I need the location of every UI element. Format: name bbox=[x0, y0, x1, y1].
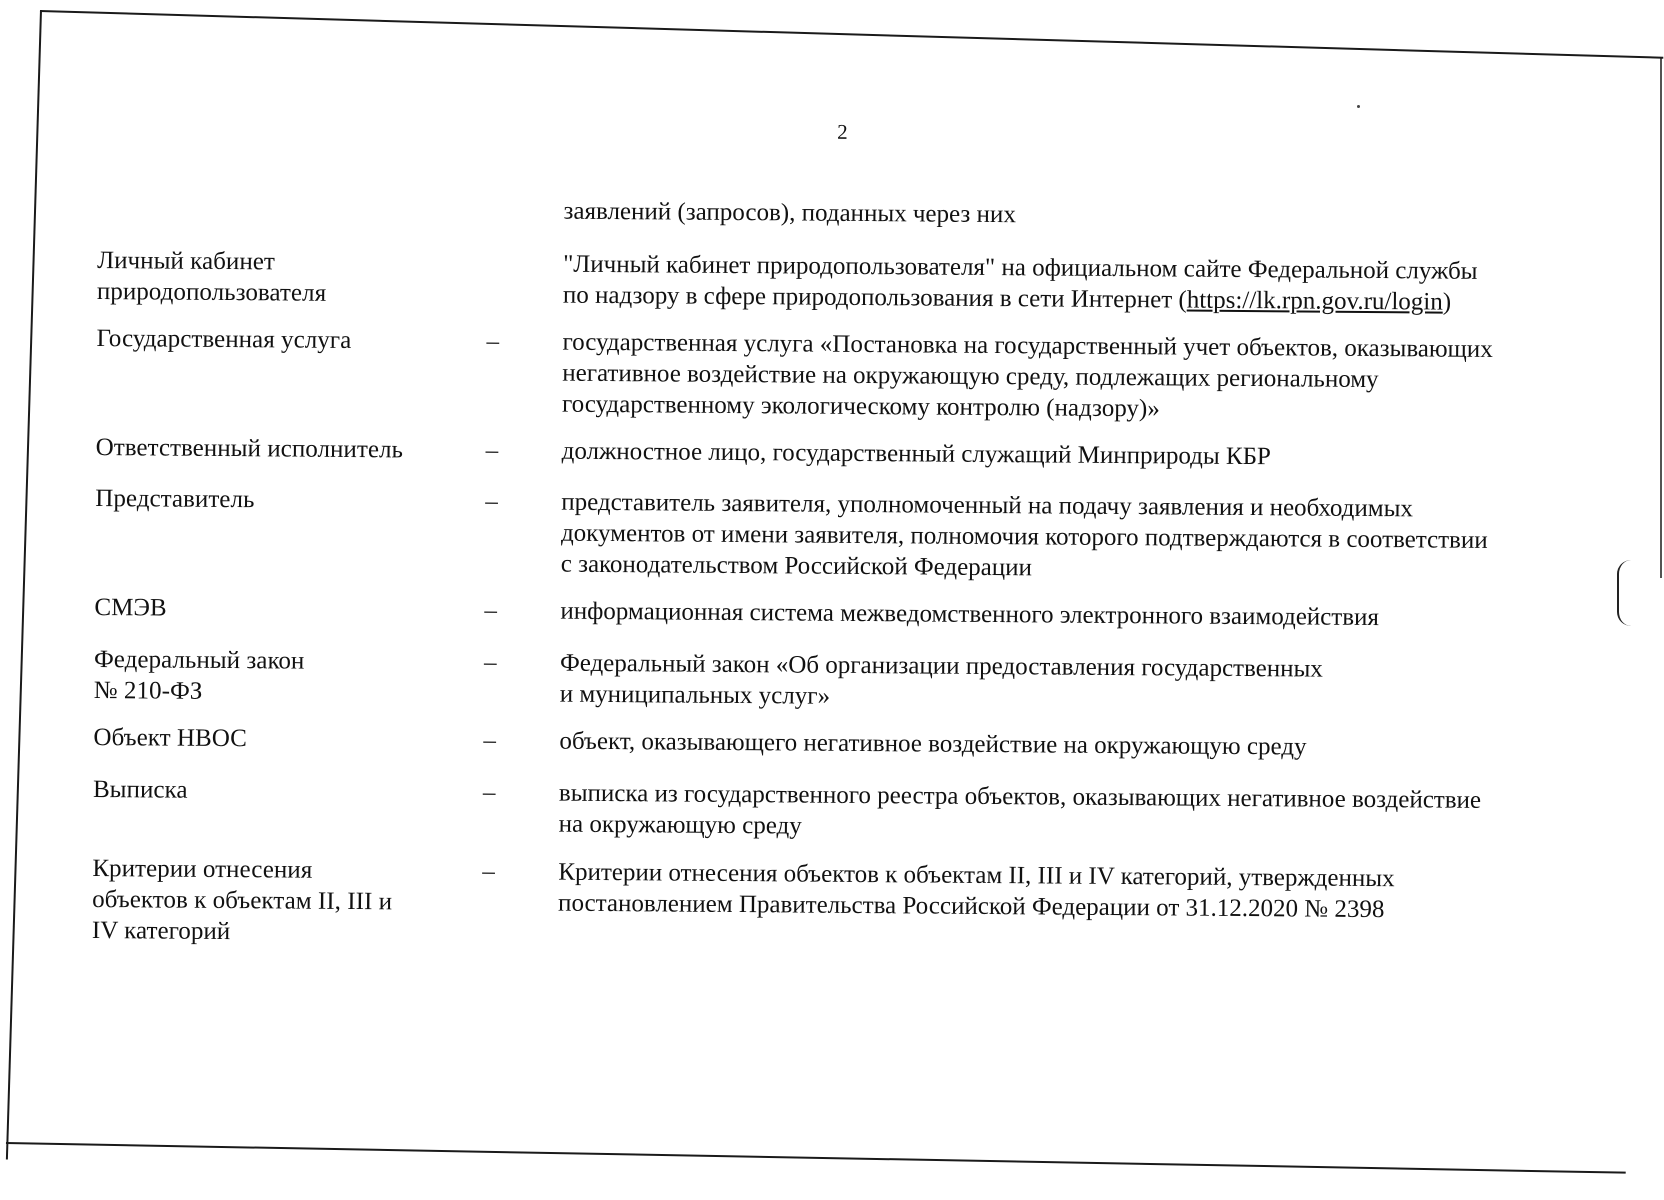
term-row bbox=[96, 245, 1577, 316]
term-row bbox=[91, 853, 1572, 946]
term-line: Критерии отнесения bbox=[92, 854, 313, 884]
definition-line: "Личный кабинет природопользователя" на официальном сайте Федеральной службы bbox=[563, 250, 1478, 285]
definition-line: объект, оказывающего негативное воздействие на окружающую среду bbox=[559, 727, 1307, 761]
definition-line: выписка из государственного реестра объектов, оказывающих негативное воздействие bbox=[558, 779, 1482, 814]
definition-line: по надзору в сфере природопользования в сети Интернет (https://lk.rpn.gov.ru/login) bbox=[562, 281, 1452, 316]
term-row bbox=[94, 592, 1575, 632]
definition bbox=[560, 648, 1580, 718]
definition-line: негативное воздействие на окружающую среду, подлежащих региональному bbox=[562, 359, 1379, 394]
term bbox=[96, 432, 456, 466]
definition bbox=[562, 327, 1583, 428]
page-number: 2 bbox=[837, 119, 848, 144]
definition-line: представитель заявителя, уполномоченный на подачу заявления и необходимых bbox=[561, 488, 1414, 523]
definition-line: с законодательством Российской Федерации bbox=[560, 550, 1033, 582]
term-row bbox=[92, 774, 1573, 840]
term bbox=[93, 722, 453, 756]
definition bbox=[559, 778, 1579, 848]
term-line: Федеральный закон bbox=[93, 645, 305, 675]
definition-line: государственному экологическому контролю (надзору)» bbox=[561, 390, 1160, 423]
dash: – bbox=[482, 779, 496, 807]
term-row bbox=[93, 644, 1574, 710]
definition bbox=[558, 857, 1578, 927]
term-line: объектов к объектам II, III и bbox=[92, 885, 393, 916]
definition bbox=[563, 249, 1583, 319]
dash: – bbox=[486, 328, 500, 356]
term-line: Выписка bbox=[92, 775, 188, 804]
continuation-row bbox=[98, 192, 1578, 229]
term-line: природопользователя bbox=[96, 278, 327, 307]
term-line: Представитель bbox=[95, 484, 255, 514]
definition-line: Федеральный закон «Об организации предоставления государственных bbox=[559, 649, 1323, 683]
definition-line: Критерии отнесения объектов к объектам II, III и IV категорий, утвержденных bbox=[558, 858, 1395, 893]
continuation-text: заявлений (запросов), поданных через них bbox=[563, 197, 1016, 229]
term bbox=[94, 592, 454, 626]
portal-link[interactable]: https://lk.rpn.gov.ru/login bbox=[1186, 286, 1443, 316]
term-line: Личный кабинет bbox=[97, 247, 276, 276]
dash: – bbox=[485, 488, 498, 516]
term-row bbox=[93, 722, 1574, 761]
dash: – bbox=[485, 437, 499, 465]
definition bbox=[559, 726, 1579, 765]
definition-line: документов от имени заявителя, полномочия которого подтверждаются в соответствии bbox=[560, 519, 1488, 554]
term-line: Ответственный исполнитель bbox=[95, 433, 404, 464]
term-line: СМЭВ bbox=[94, 593, 167, 622]
definition-line: постановлением Правительства Российской Федерации от 31.12.2020 № 2398 bbox=[558, 889, 1385, 924]
term-row bbox=[95, 432, 1576, 471]
definition bbox=[560, 596, 1580, 635]
definition bbox=[561, 487, 1582, 588]
term-line: Государственная услуга bbox=[96, 324, 352, 354]
definition-line: государственная услуга «Постановка на государственный учет объектов, оказывающих bbox=[562, 328, 1493, 363]
dash: – bbox=[482, 858, 495, 886]
term bbox=[96, 323, 456, 357]
term-row bbox=[96, 323, 1577, 423]
definition bbox=[562, 436, 1582, 475]
term-line: Объект НВОС bbox=[93, 723, 247, 753]
dash: – bbox=[484, 597, 498, 625]
term bbox=[93, 774, 453, 808]
dash: – bbox=[483, 649, 497, 677]
definition-line: и муниципальных услуг» bbox=[559, 680, 831, 710]
term-line: IV категорий bbox=[91, 916, 231, 946]
term-line: № 210-ФЗ bbox=[93, 676, 203, 705]
term bbox=[92, 853, 453, 949]
definition-line: должностное лицо, государственный служащий Минприроды КБР bbox=[561, 437, 1272, 471]
term bbox=[97, 245, 457, 310]
definition-line: информационная система межведомственного электронного взаимодействия bbox=[560, 597, 1380, 632]
term-row bbox=[95, 483, 1575, 582]
definition-line: на окружающую среду bbox=[558, 810, 802, 840]
term bbox=[95, 483, 455, 517]
term bbox=[94, 644, 454, 709]
dash: – bbox=[483, 727, 497, 755]
